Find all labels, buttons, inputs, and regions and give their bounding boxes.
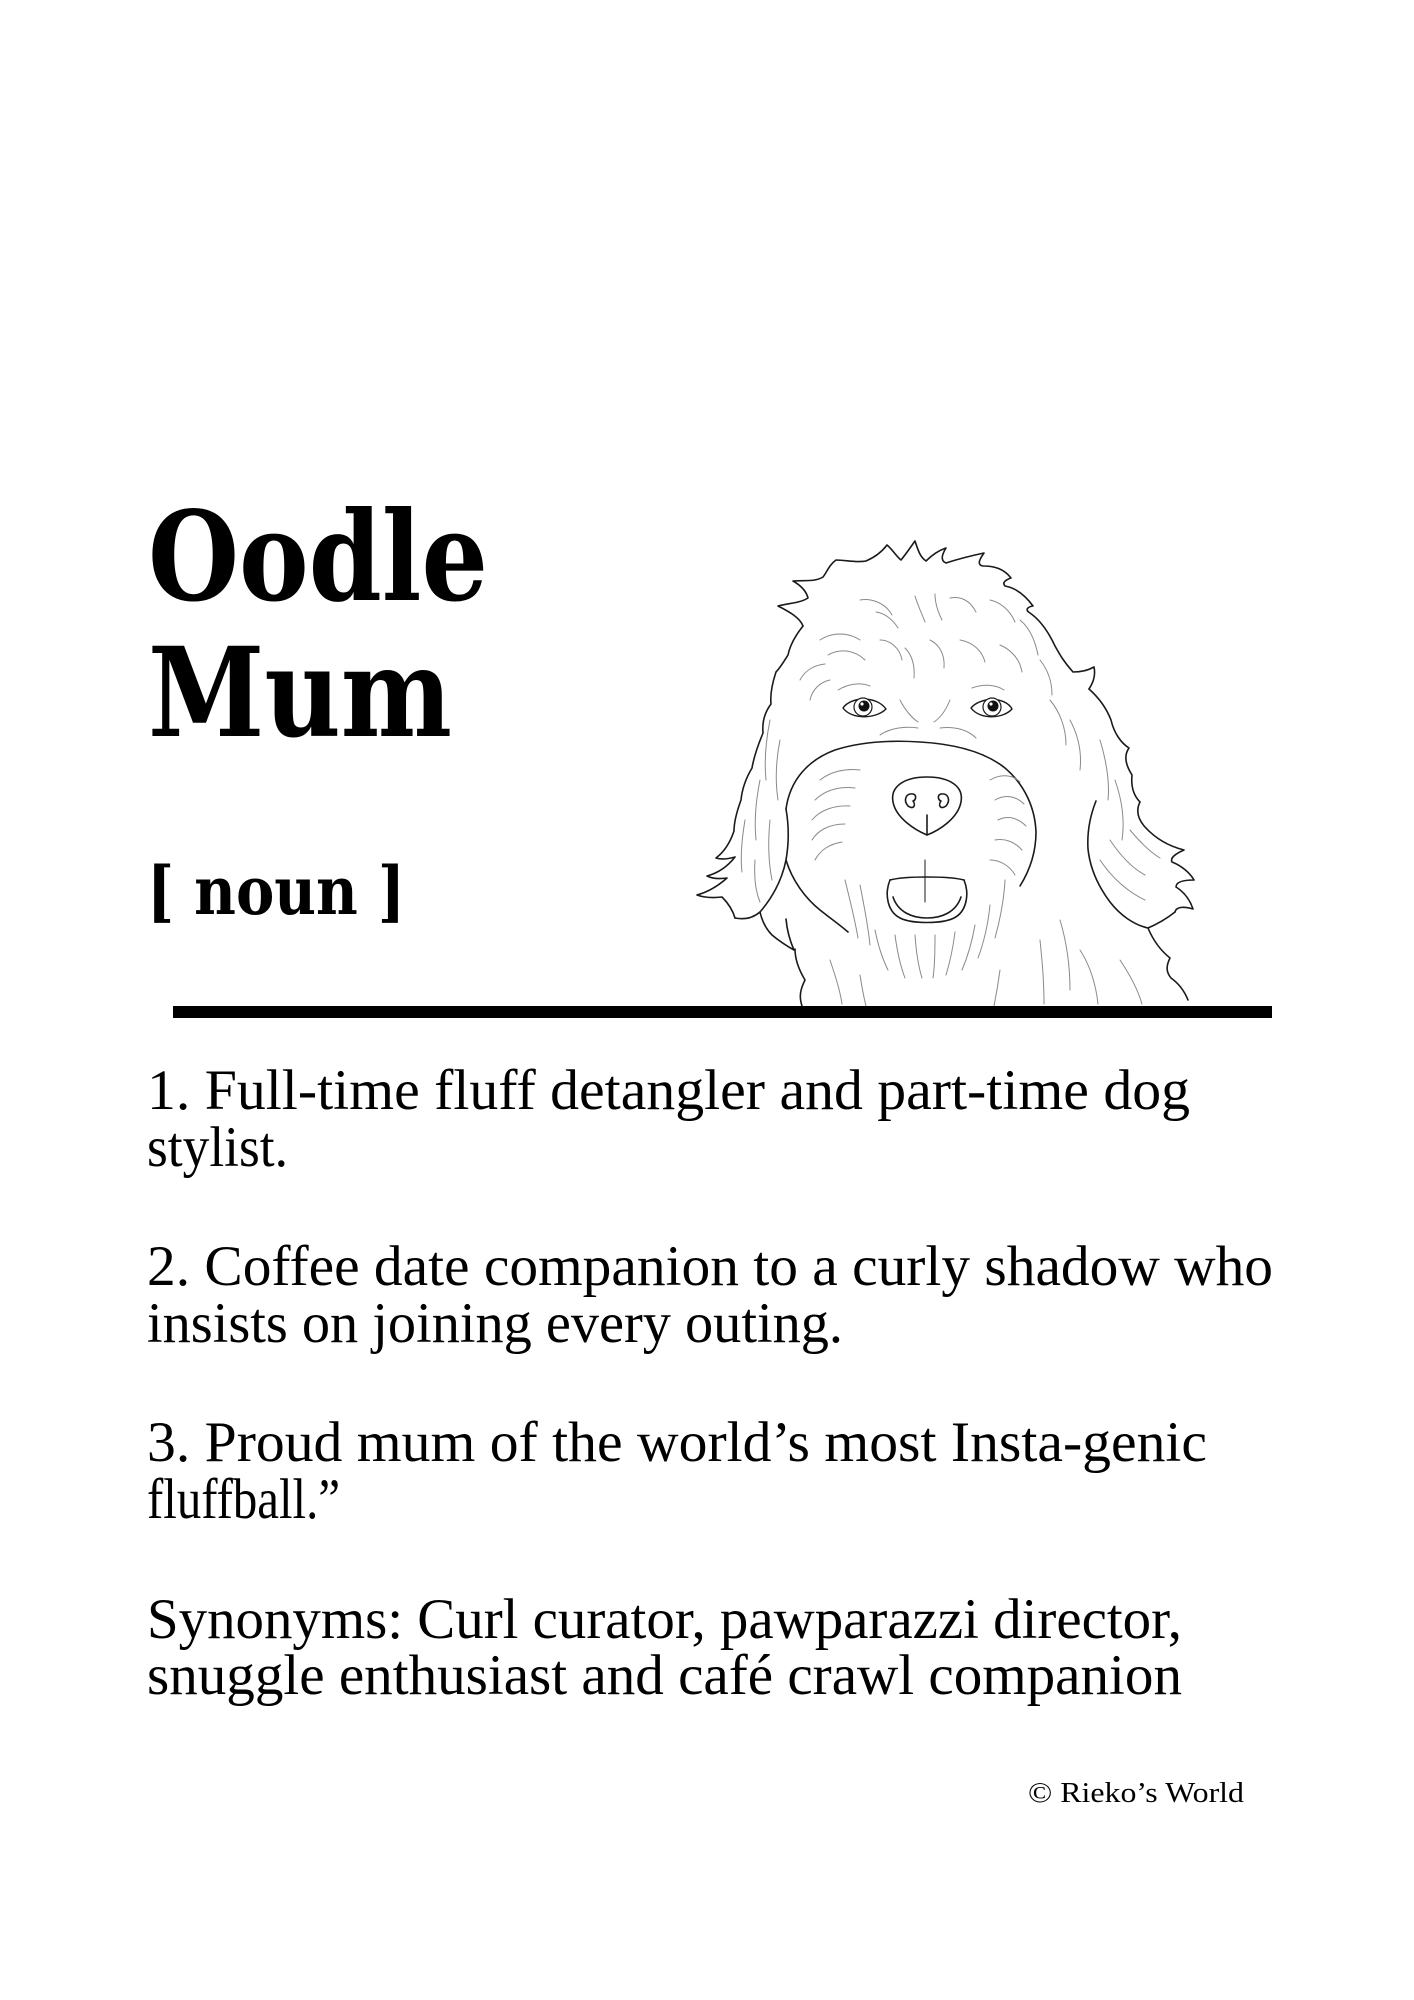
definition-3-line-2: fluffball.” [147,1468,340,1531]
synonyms-line-1: Synonyms: Curl curator, pawparazzi director, [147,1588,1182,1651]
definition-1-line-2: stylist. [147,1116,288,1179]
head-outline [697,541,1194,1006]
doodle-dog-head-line-art-icon [680,530,1240,1010]
title-line-1: Oodle [148,485,488,630]
title-line-2: Mum [148,621,452,766]
copyright-notice: © Rieko’s World [1028,1777,1244,1809]
part-of-speech: [ noun ] [147,852,405,930]
nose [893,777,962,835]
synonyms-line-2: snuggle enthusiast and café crawl companion [147,1644,1182,1707]
divider-rule [173,1006,1272,1018]
definition-2-line-1: 2. Coffee date companion to a curly shadow who [147,1235,1273,1298]
definition-3-line-1: 3. Proud mum of the world’s most Insta-genic [147,1411,1207,1474]
mouth [887,860,967,923]
definition-2-line-2: insists on joining every outing. [147,1292,843,1355]
eyes [843,698,1012,717]
definition-1-line-1: 1. Full-time fluff detangler and part-time dog [147,1059,1190,1122]
